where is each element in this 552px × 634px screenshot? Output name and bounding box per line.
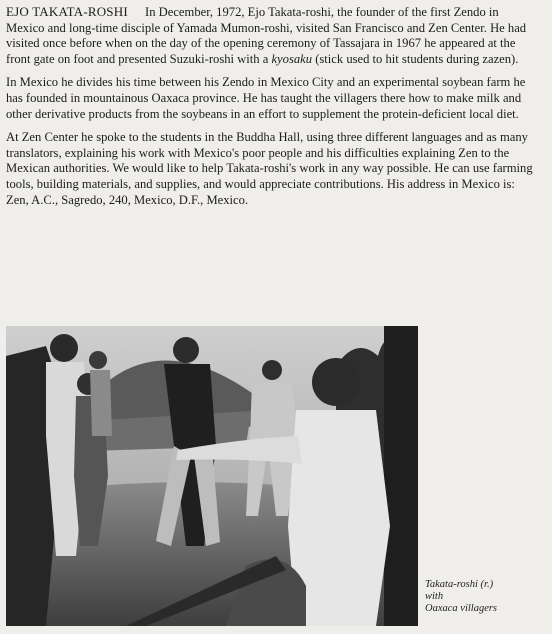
paragraph-1-text-b: (stick used to hit students during zazen).: [315, 51, 519, 66]
photo-caption: [425, 579, 545, 615]
article-photo: [6, 326, 418, 626]
paragraph-2: In Mexico he divides his time between his Zendo in Mexico City and an experimental soybean farm he has founded in mountainous Oaxaca province. He has taught the villagers there how to make milk and other derivative products from the soybeans in an effort to supplement the protein-deficient local diet.: [6, 75, 526, 121]
paragraph-1-text-a: In December, 1972, Ejo Takata-roshi, the founder of the first Zendo in Mexico and long-time disciple of Yamada Mumon-roshi, visited San Francisco and Zen Center. He had visited once before when on the day of the opening ceremony of Tassajara in 1967 he appeared at the front gate on foot and presented Suzuki-roshi with a: [6, 5, 527, 66]
article-heading: EJO TAKATA-ROSHI: [6, 4, 128, 19]
caption-line: Takata-roshi (r.): [425, 579, 494, 590]
photo-illustration: [6, 326, 418, 626]
paragraph-1: [6, 4, 538, 67]
article-text: [6, 4, 538, 216]
paragraph-3: At Zen Center he spoke to the students in the Buddha Hall, using three different languages and as many translators, explaining his work with Mexico's poor people and his difficulties explaining Zen to the Mexican authorities. We would like to help Takata-roshi's work in any way possible. He can use farming tools, building materials, and supplies, and would appreciate contributions. His address in Mexico is: Zen, A.C., Sagredo, 240, Mexico, D.F., Mexico.: [6, 130, 533, 207]
kyosaku-term: kyosaku: [271, 51, 313, 66]
caption-line: Oaxaca villagers: [425, 603, 498, 614]
caption-line: with: [425, 591, 444, 602]
